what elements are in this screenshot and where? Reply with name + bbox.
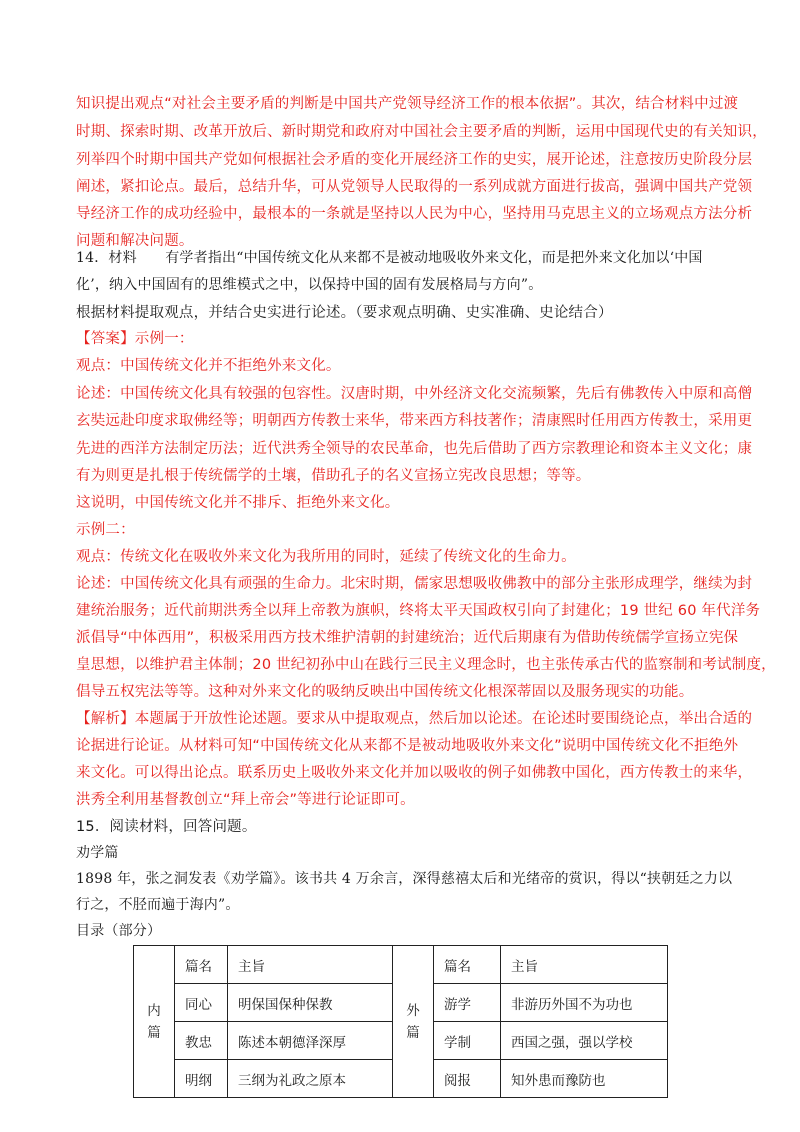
toc-table: [133, 945, 668, 1098]
outer-header-theme: 主旨: [501, 946, 668, 984]
table-row: [134, 946, 668, 984]
outer-theme: 西国之强，强以学校: [501, 1022, 668, 1060]
inner-header-theme: 主旨: [228, 946, 393, 984]
inner-theme: 陈述本朝德泽深厚: [228, 1022, 393, 1060]
prev-answer-line-2: 时期、探索时期、改革开放后、新时期党和政府对中国社会主要矛盾的判断，运用中国现代史的有关知识，: [76, 124, 767, 140]
q14-ex1-conclusion: 这说明，中国传统文化并不排斥、拒绝外来文化。: [76, 495, 400, 511]
prev-answer-line-4: 阐述，紧扣论点。最后，总结升华，可从党领导人民取得的一系列成就方面进行拔高，强调中国共产党领: [76, 179, 753, 195]
q14-ex1-argument-2: 玄奘远赴印度求取佛经等；明朝西方传教士来华，带来西方科技著作；清康熙时任用西方传教士，采用更: [76, 413, 753, 429]
outer-theme: 非游历外国不为功也: [501, 984, 668, 1022]
q15-intro-line-2: 行之，不胫而遍于海内”。: [76, 897, 240, 913]
inner-chapter: 明纲: [175, 1060, 228, 1098]
q14-ex2-header: 示例二：: [76, 522, 135, 538]
q14-ex1-view: 观点：中国传统文化并不拒绝外来文化。: [76, 358, 341, 374]
inner-theme: 明保国保种保教: [228, 984, 393, 1022]
outer-header-chapter: 篇名: [434, 946, 501, 984]
q14-analysis-3: 来文化。可以得出论点。联系历史上吸收外来文化并加以吸收的例子如佛教中国化，西方传教士的来华，: [76, 765, 753, 781]
q15-intro-line-1: 1898 年，张之洞发表《劝学篇》。该书共 4 万余言，深得慈禧太后和光绪帝的赏识，得以“挟朝廷之力以: [76, 871, 733, 887]
q15-toc-caption: 目录（部分）: [76, 923, 162, 939]
inner-header-chapter: 篇名: [175, 946, 228, 984]
q14-answer-header: 【答案】示例一：: [76, 331, 194, 347]
prev-answer-line-3: 列举四个时期中国共产党如何根据社会矛盾的变化开展经济工作的史实，展开论述，注意按历史阶段分层: [76, 152, 753, 168]
q14-ex2-argument-4: 皇思想，以维护君主体制；20 世纪初孙中山在践行三民主义理念时，也主张传承古代的监察制和考试制度，: [76, 657, 776, 673]
q14-ex2-argument-1: 论述：中国传统文化具有顽强的生命力。北宋时期，儒家思想吸收佛教中的部分主张形成理学，继续为封: [76, 576, 753, 592]
inner-chapter: 教忠: [175, 1022, 228, 1060]
outer-section-label: 外篇: [393, 946, 434, 1098]
inner-chapter: 同心: [175, 984, 228, 1022]
q14-ex2-argument-3: 派倡导“中体西用”，积极采用西方技术维护清朝的封建统治；近代后期康有为借助传统儒学宣扬立宪保: [76, 630, 739, 646]
prev-answer-line-1: 知识提出观点“对社会主要矛盾的判断是中国共产党领导经济工作的根本依据”。其次，结合材料中过渡: [76, 96, 739, 112]
outer-theme: 知外患而豫防也: [501, 1060, 668, 1098]
outer-chapter: 学制: [434, 1022, 501, 1060]
q14-ex2-view: 观点：传统文化在吸收外来文化为我所用的同时，延续了传统文化的生命力。: [76, 549, 576, 565]
q14-analysis-2: 论据进行论证。从材料可知“中国传统文化从来都不是被动地吸收外来文化”说明中国传统文化不拒绝外: [76, 738, 739, 754]
q14-analysis-4: 洪秀全利用基督教创立“拜上帝会”等进行论证即可。: [76, 792, 415, 808]
q14-ex2-argument-5: 倡导五权宪法等等。这种对外来文化的吸纳反映出中国传统文化根深蒂固以及服务现实的功能。: [76, 684, 694, 700]
q14-ex1-argument-4: 有为则更是扎根于传统儒学的土壤，借助孔子的名义宣扬立宪改良思想；等等。: [76, 468, 591, 484]
outer-chapter: 阅报: [434, 1060, 501, 1098]
outer-chapter: 游学: [434, 984, 501, 1022]
q14-ex1-argument-3: 先进的西洋方法制定历法；近代洪秀全领导的农民革命，也先后借助了西方宗教理论和资本主义文化；康: [76, 441, 753, 457]
q15-prompt: 15．阅读材料，回答问题。: [76, 819, 257, 835]
inner-theme: 三纲为礼政之原本: [228, 1060, 393, 1098]
q14-ex1-argument-1: 论述：中国传统文化具有较强的包容性。汉唐时期，中外经济文化交流频繁，先后有佛教传入中原和高僧: [76, 386, 753, 402]
q14-analysis-1: 【解析】本题属于开放性论述题。要求从中提取观点，然后加以论述。在论述时要围绕论点，举出合适的: [76, 711, 753, 727]
prev-answer-line-6: 问题和解决问题。: [76, 233, 194, 249]
inner-section-label: 内篇: [134, 946, 175, 1098]
q14-material-line-2: 化’，纳入中国固有的思维模式之中，以保持中国的固有发展格局与方向”。: [76, 277, 543, 293]
q14-ex2-argument-2: 建统治服务；近代前期洪秀全以拜上帝教为旗帜，终将太平天国政权引向了封建化；19 世纪 60 年代洋务: [76, 603, 761, 619]
prev-answer-line-5: 导经济工作的成功经验中，最根本的一条就是坚持以人民为中心，坚持用马克思主义的立场观点方法分析: [76, 206, 753, 222]
q15-source-title: 劝学篇: [76, 845, 119, 861]
q14-material-line-1: 14．材料 有学者指出“中国传统文化从来都不是被动地吸收外来文化，而是把外来文化加以‘中国: [76, 250, 703, 266]
q14-question: 根据材料提取观点，并结合史实进行论述。（要求观点明确、史实准确、史论结合）: [76, 305, 613, 321]
